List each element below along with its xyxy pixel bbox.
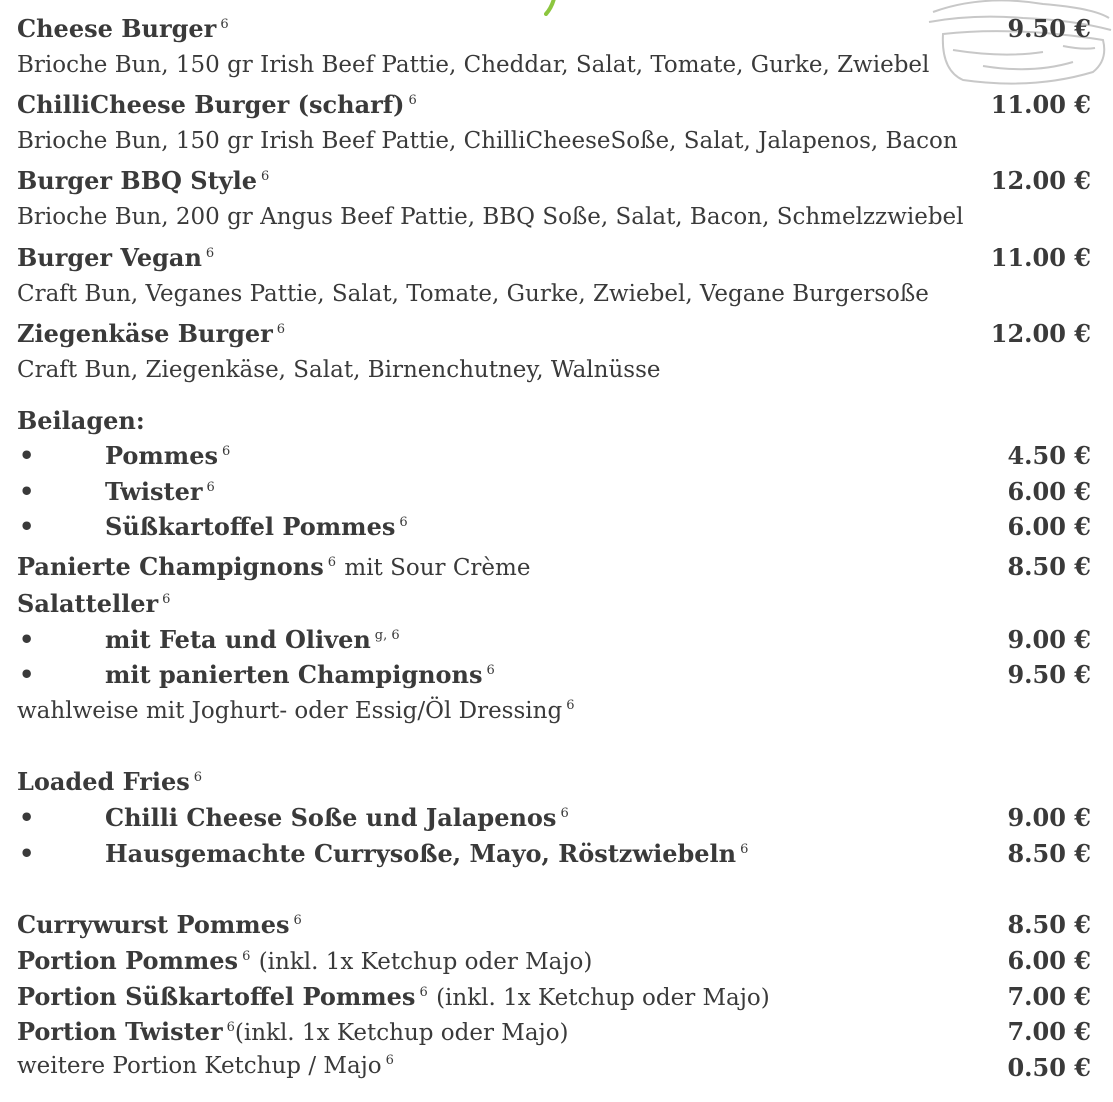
menu-item-ziegenkaese-burger — [17, 319, 1091, 353]
bullet: • — [19, 512, 35, 541]
list-item — [17, 441, 1091, 475]
item-name: Ziegenkäse Burger $^6$ — [17, 319, 286, 348]
item-price: 4.50 € — [1007, 441, 1091, 470]
section-beilagen — [17, 406, 1091, 440]
menu-item-ketchup-majo — [17, 1053, 1091, 1087]
item-price: 9.00 € — [1007, 625, 1091, 654]
item-price: 7.00 € — [1007, 1017, 1091, 1046]
item-name: Chilli Cheese Soße und Jalapenos $^6$ — [105, 803, 569, 832]
list-item — [17, 512, 1091, 546]
menu-item-burger-vegan — [17, 243, 1091, 277]
item-name: Pommes $^6$ — [105, 441, 231, 470]
bullet: • — [19, 625, 35, 654]
item-price: 6.00 € — [1007, 946, 1091, 975]
menu-item-panierte-champignons — [17, 552, 1091, 586]
item-name: Portion Pommes $^6$ (inkl. 1x Ketchup oder Majo) — [17, 946, 593, 975]
section-title: Loaded Fries $^6$ — [17, 767, 203, 796]
menu-item-burger-bbq — [17, 166, 1091, 200]
list-item — [17, 660, 1091, 694]
item-name: Panierte Champignons $^6$ mit Sour Crème — [17, 552, 531, 581]
item-price: 6.00 € — [1007, 512, 1091, 541]
item-description: Craft Bun, Ziegenkäse, Salat, Birnenchutney, Walnüsse — [17, 357, 661, 383]
salatteller-note: wahlweise mit Joghurt- oder Essig/Öl Dressing $^6$ — [17, 698, 575, 724]
bullet: • — [19, 839, 35, 868]
item-name: Süßkartoffel Pommes $^6$ — [105, 512, 408, 541]
item-name: Twister $^6$ — [105, 477, 215, 506]
item-name: Hausgemachte Currysoße, Mayo, Röstzwiebeln $^6$ — [105, 839, 749, 868]
item-name: Portion Süßkartoffel Pommes $^6$ (inkl. 1x Ketchup oder Majo) — [17, 982, 770, 1011]
bullet: • — [19, 660, 35, 689]
menu-item-portion-suesskartoffel — [17, 982, 1091, 1016]
section-title: Beilagen: — [17, 406, 145, 435]
item-description: Craft Bun, Veganes Pattie, Salat, Tomate, Gurke, Zwiebel, Vegane Burgersoße — [17, 281, 929, 307]
item-price: 9.50 € — [1007, 660, 1091, 689]
bullet: • — [19, 803, 35, 832]
item-name: Cheese Burger $^6$ — [17, 14, 229, 43]
item-price: 8.50 € — [1007, 552, 1091, 581]
item-price: 0.50 € — [1007, 1053, 1091, 1082]
bullet: • — [19, 441, 35, 470]
item-description: Brioche Bun, 150 gr Irish Beef Pattie, ChilliCheeseSoße, Salat, Jalapenos, Bacon — [17, 128, 958, 154]
item-name: Portion Twister $^6$(inkl. 1x Ketchup oder Majo) — [17, 1017, 569, 1046]
menu-item-currywurst-pommes — [17, 910, 1091, 944]
item-name: weitere Portion Ketchup / Majo $^6$ — [17, 1053, 394, 1079]
list-item — [17, 625, 1091, 659]
menu-item-portion-pommes — [17, 946, 1091, 980]
item-price: 9.00 € — [1007, 803, 1091, 832]
item-price: 12.00 € — [990, 319, 1091, 348]
item-name: Currywurst Pommes $^6$ — [17, 910, 302, 939]
menu-item-portion-twister — [17, 1017, 1091, 1051]
list-item — [17, 839, 1091, 873]
item-name: Burger BBQ Style $^6$ — [17, 166, 270, 195]
menu-item-cheese-burger — [17, 14, 1091, 48]
item-name: mit panierten Champignons $^6$ — [105, 660, 495, 689]
item-price: 12.00 € — [990, 166, 1091, 195]
item-description: Brioche Bun, 200 gr Angus Beef Pattie, BBQ Soße, Salat, Bacon, Schmelzzwiebel — [17, 204, 964, 230]
item-name: mit Feta und Oliven $^{g, 6}$ — [105, 625, 400, 654]
menu-item-chillicheese-burger — [17, 90, 1091, 124]
item-price: 8.50 € — [1007, 839, 1091, 868]
item-price: 9.50 € — [1007, 14, 1091, 43]
item-price: 11.00 € — [990, 90, 1091, 119]
item-price: 11.00 € — [990, 243, 1091, 272]
item-price: 7.00 € — [1007, 982, 1091, 1011]
item-name: ChilliCheese Burger (scharf) $^6$ — [17, 90, 417, 119]
section-loaded-fries — [17, 767, 1091, 801]
list-item — [17, 477, 1091, 511]
item-price: 6.00 € — [1007, 477, 1091, 506]
item-name: Burger Vegan $^6$ — [17, 243, 215, 272]
item-description: Brioche Bun, 150 gr Irish Beef Pattie, Cheddar, Salat, Tomate, Gurke, Zwiebel — [17, 52, 930, 78]
section-title: Salatteller $^6$ — [17, 589, 171, 618]
bullet: • — [19, 477, 35, 506]
list-item — [17, 803, 1091, 837]
section-salatteller — [17, 589, 1091, 623]
item-price: 8.50 € — [1007, 910, 1091, 939]
